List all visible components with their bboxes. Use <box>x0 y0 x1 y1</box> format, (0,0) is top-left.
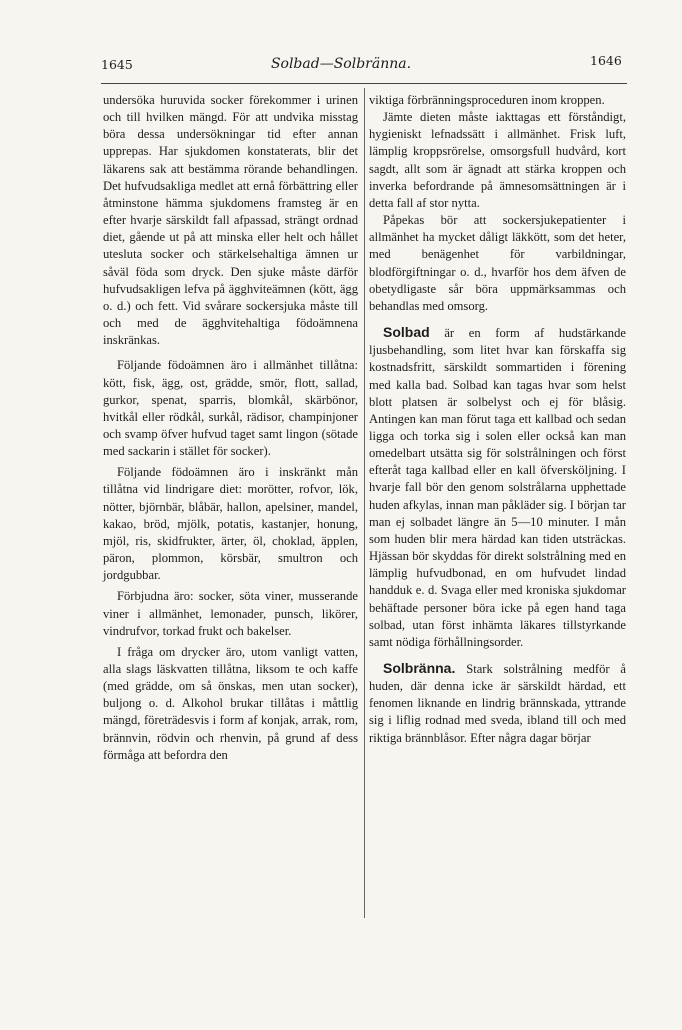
running-title: Solbad—Solbränna. <box>270 56 412 72</box>
entry-solbad <box>369 324 626 651</box>
entry-heading-solbad: Solbad <box>383 324 430 341</box>
paragraph-limited-foods: Följande födoämnen äro i inskränkt mån tillåtna vid lindrigare diet: morötter, rofvor, lök, nötter, björnbär, blåbär, hallon, apelsiner, mandel, kakao, bröd, mjölk, potatis, kastanjer, honung, mjöl, ris, skidfrukter, ärter, öl, choklad, äpplen, päron, plommon, körsbär, smultron och jordgubbar. <box>103 465 358 583</box>
right-column <box>369 92 626 747</box>
column-divider <box>364 88 365 918</box>
running-header <box>0 52 682 78</box>
paragraph-allowed-foods: Följande födoämnen äro i allmänhet tillåtna: kött, fisk, ägg, ost, grädde, smör, flott, sallad, gurkor, spenat, sparris, blomkål, skärbönor, hvitkål eller rödkål, surkål, rädisor, champinjoner och svamp öfver hufvud taget samt lingon (sötade med sackarin i stället för socker). <box>103 358 358 459</box>
entry-body-solbad: är en form af hudstärkande ljusbehandling, som litet hvar kan förskaffa sig kostnadsfritt, särskildt sommartiden i förening med kalla bad. Solbad kan tagas hvar som helst blott platsen är solbelyst och ej för blåsig. Antingen kan man förut taga ett kallbad och sedan ligga och torka sig i solen eller också kan man omedelbart utsätta sig för solstrålningen och först efteråt taga kallbad eller en kall öfversköljning. I hvarje fall bör den genom solstrålarna upphettade huden afkylas, innan man påkläder sig. I början tar man ej solbadet längre än 5—10 minuter. I mån som huden blir mera härdad kan tiden utsträckas. Hjässan bör skyddas för direkt solstrålning med en lämplig hufvudbonad, en om hufvudet lindad handduk e. d. Svaga eller med kroniska sjukdomar behäftade personer böra icke på egen hand taga solbad, utan först inhämta läkares tillstyrkande samt nödiga förhållningsorder. <box>369 326 626 649</box>
paragraph-forbidden-foods: Förbjudna äro: socker, söta viner, musserande viner i allmänhet, lemonader, punsch, likörer, vindrufvor, torkad frukt och bakelser. <box>103 589 358 638</box>
paragraph-lifestyle: Jämte dieten måste iakttagas ett förståndigt, hygieniskt lefnadssätt i allmänhet. Frisk luft, lämplig kroppsrörelse, omsorgsfull hudvård, kort sagdt, allt som är ägnadt att stärka kroppen och inverka befordrande på ämnesomsättningen är i detta fall af stor nytta. <box>369 110 626 210</box>
paragraph-continuation: viktiga förbränningsproceduren inom kroppen. <box>369 93 605 107</box>
paragraph-drinks: I fråga om drycker äro, utom vanligt vatten, alla slags läskvatten tillåtna, liksom te och kaffe (med grädde, om så önskas, men utan socker), buljong o. d. Alkohol brukar tillåtas i måttlig mängd, företrädesvis i form af konjak, arrak, rom, brännvin, rödvin och rhenvin, på grund af dess förmåga att befordra den <box>103 644 358 762</box>
entry-heading-solbranna: Solbränna. <box>383 660 456 676</box>
header-rule <box>101 83 627 84</box>
entry-solbranna <box>369 660 626 747</box>
left-column <box>103 92 358 764</box>
paragraph-wound-care: Påpekas bör att sockersjukepatienter i allmänhet ha mycket dåligt läkkött, som det heter, med benägenhet för varbildningar, blodförgiftningar o. d., hvarför hos dem äfven de obetydligaste sår böra uppmärksammas och behandlas med omsorg. <box>369 213 626 313</box>
page-number-right: 1646 <box>590 53 622 68</box>
page-number-left: 1645 <box>101 57 133 72</box>
entry-body-solbranna: Stark solstrålning medför å huden, där denna icke är särskildt härdad, ett fenomen liknande en lindrig brännskada, yttrande sig i liflig rodnad med sveda, ibland till och med riktiga brännblåsor. Efter några dagar börjar <box>369 662 626 745</box>
paragraph-diabetes-diet: undersöka huruvida socker förekommer i urinen och till hvilken mängd. För att undvika misstag böra dessa undersökningar tid efter annan upprepas. Har sjukdomen konstaterats, blir det läkarens sak att bestämma rörande behandlingen. Det hufvudsakliga medlet att ernå förbättring eller åtminstone hämma sjukdomens framsteg är en efter hvarje särskildt fall afpassad, strängt ordnad diet, gående ut på att minska eller helt och hållet utesluta socker och stärkelsehaltiga ämnen ur såväl föda som dryck. Den sjuke måste därför hufvudsakligen lefva på ägghviteämnen (kött, ägg o. d.) och fett. Vid svårare sockersjuka måste till och med de ägghvitehaltiga födoämnena inskränkas. <box>103 93 358 348</box>
